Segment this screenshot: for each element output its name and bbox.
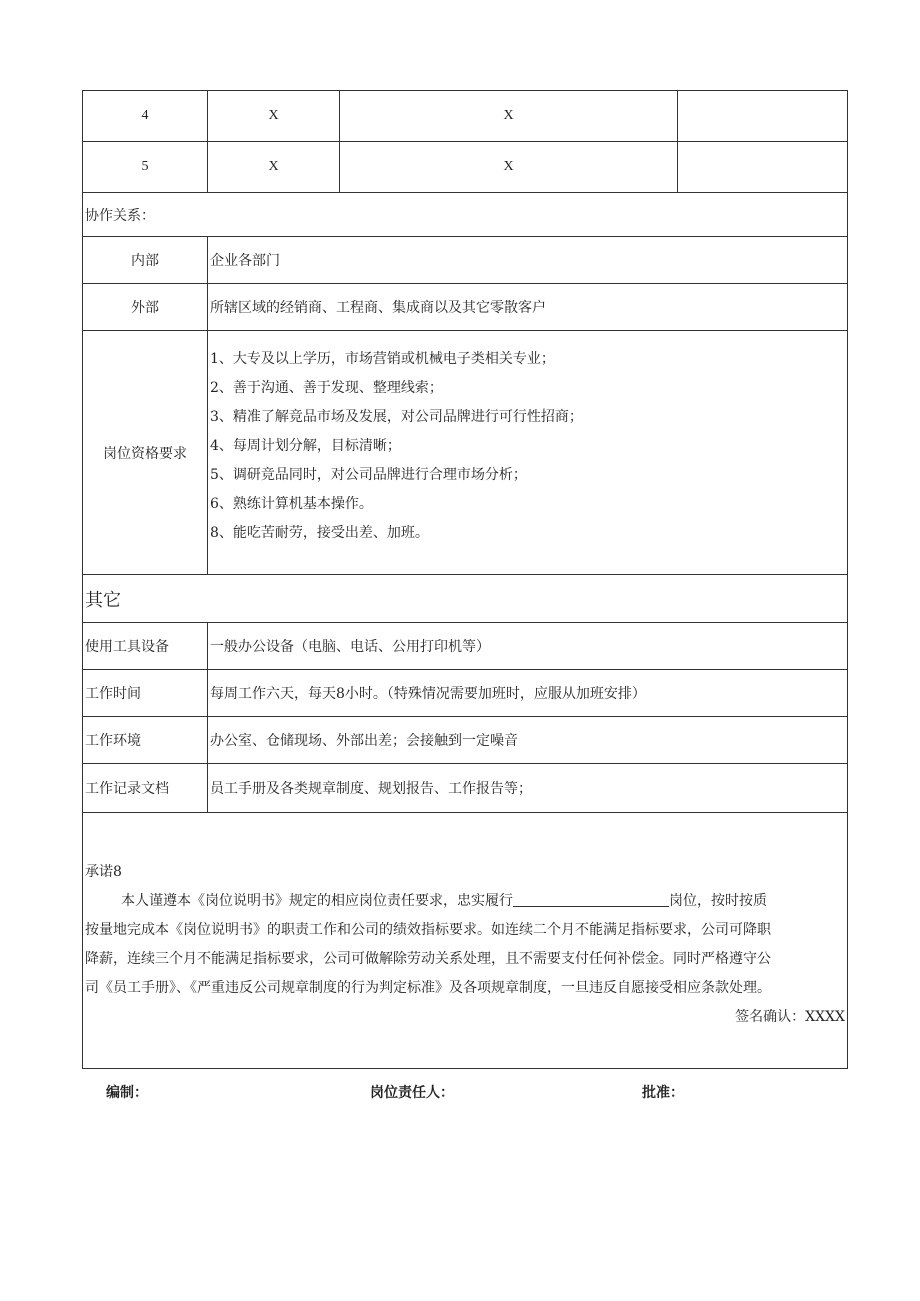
job-description-table: [82, 90, 848, 1069]
row-number: 4: [83, 91, 208, 142]
approver-label: 批准：: [642, 1085, 684, 1101]
work-records-label: 工作记录文档: [83, 764, 208, 813]
promise-line: 本人谨遵本《岗位说明书》规定的相应岗位责任要求，忠实履行 岗位，按时按质: [85, 887, 845, 916]
promise-line: 按量地完成本《岗位说明书》的职责工作和公司的绩效指标要求。如连续二个月不能满足指标要求，公司可降职: [85, 922, 771, 938]
table-row: [83, 670, 848, 717]
cell: [678, 91, 848, 142]
row-number: 5: [83, 142, 208, 193]
qualification-row: [83, 331, 848, 575]
sign-confirm: 签名确认：XXXX: [735, 1009, 845, 1025]
table-row: [83, 717, 848, 764]
list-item: 3、精准了解竞品市场及发展，对公司品牌进行可行性招商；: [210, 409, 583, 425]
promise-line: 降薪，连续三个月不能满足指标要求，公司可做解除劳动关系处理，且不需要支付任何补偿金。同时严格遵守公: [85, 951, 771, 967]
external-value: 所辖区域的经销商、工程商、集成商以及其它零散客户: [208, 284, 848, 331]
internal-value: 企业各部门: [208, 237, 848, 284]
work-env-value: 办公室、仓储现场、外部出差；会接触到一定噪音: [208, 717, 848, 764]
promise-row: [83, 813, 848, 1069]
work-time-label: 工作时间: [83, 670, 208, 717]
list-item: 1、大专及以上学历，市场营销或机械电子类相关专业；: [210, 351, 555, 367]
cell: X: [208, 91, 340, 142]
work-env-label: 工作环境: [83, 717, 208, 764]
work-time-value: 每周工作六天，每天8小时。（特殊情况需要加班时，应服从加班安排）: [208, 670, 848, 717]
promise-cell: [83, 813, 848, 1069]
table-row: [83, 142, 848, 193]
cell: X: [340, 142, 678, 193]
footer: [0, 1082, 920, 1102]
compiler-label: 编制：: [106, 1085, 148, 1101]
cell: [678, 142, 848, 193]
list-item: 5、调研竞品同时，对公司品牌进行合理市场分析；: [210, 467, 527, 483]
list-item: 2、善于沟通、善于发现、整理线索；: [210, 380, 443, 396]
external-label: 外部: [83, 284, 208, 331]
cell: X: [340, 91, 678, 142]
tools-label: 使用工具设备: [83, 623, 208, 670]
list-item: 4、每周计划分解，目标清晰；: [210, 438, 401, 454]
other-title: 其它: [83, 575, 848, 623]
promise-line: 司《员工手册》、《严重违反公司规章制度的行为判定标准》及各项规章制度，一旦违反自愿接受相应条款处理。: [85, 980, 771, 996]
qualification-list: [208, 331, 848, 575]
signature-blank: [513, 890, 669, 907]
table-row: [83, 91, 848, 142]
other-header-row: [83, 575, 848, 623]
table-row: [83, 284, 848, 331]
cell: X: [208, 142, 340, 193]
cooperation-title: 协作关系：: [83, 193, 848, 237]
cooperation-header-row: [83, 193, 848, 237]
list-item: 6、熟练计算机基本操作。: [210, 496, 373, 512]
table-row: [83, 764, 848, 813]
table-row: [83, 237, 848, 284]
internal-label: 内部: [83, 237, 208, 284]
tools-value: 一般办公设备（电脑、电话、公用打印机等）: [208, 623, 848, 670]
list-item: 8、能吃苦耐劳，接受出差、加班。: [210, 525, 429, 541]
table-row: [83, 623, 848, 670]
qualification-label: 岗位资格要求: [83, 331, 208, 575]
promise-title: 承诺8: [85, 864, 122, 880]
work-records-value: 员工手册及各类规章制度、规划报告、工作报告等；: [208, 764, 848, 813]
owner-label: 岗位责任人：: [370, 1085, 454, 1101]
